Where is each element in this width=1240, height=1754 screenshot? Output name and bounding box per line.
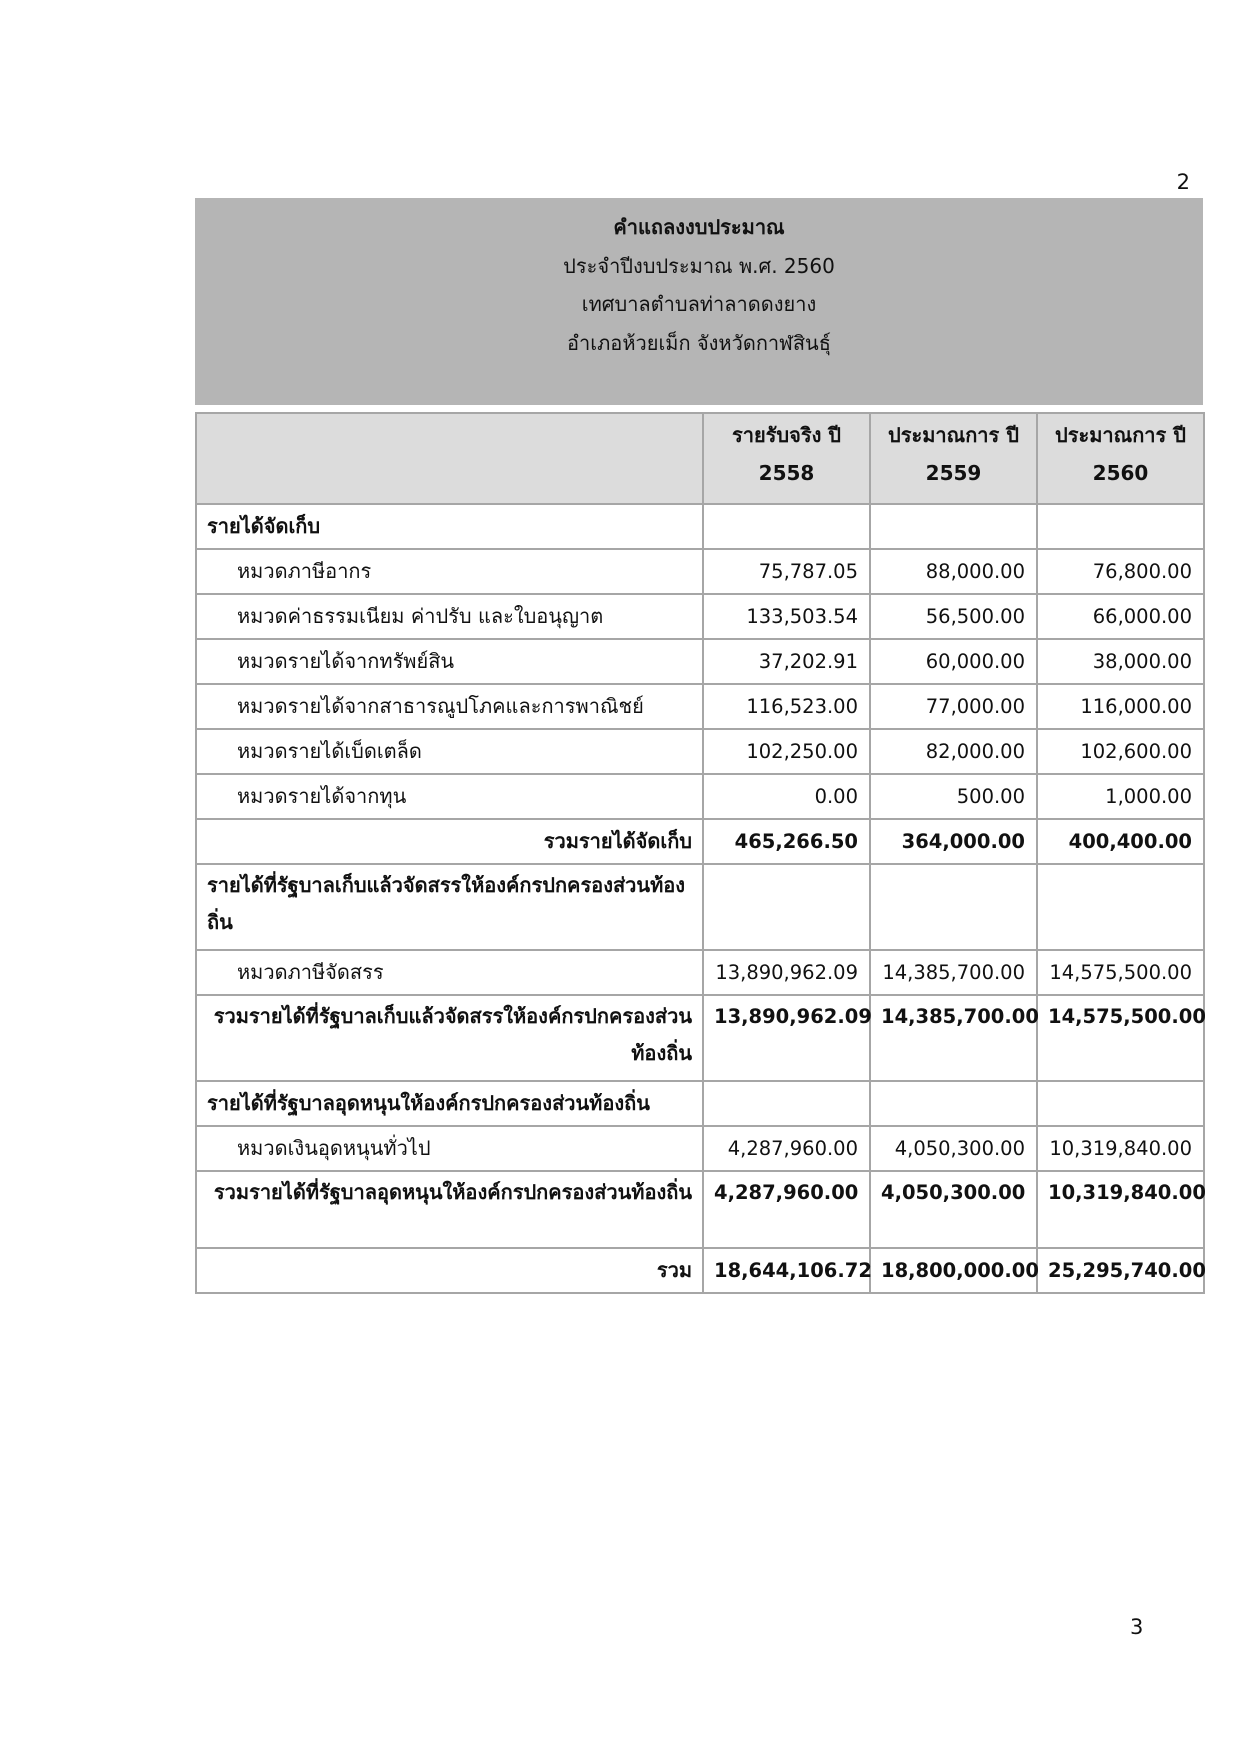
empty-cell	[1037, 864, 1204, 950]
value-cell: 133,503.54	[703, 594, 870, 639]
budget-table	[195, 412, 1205, 1294]
document-title: คำแถลงงบประมาณ	[613, 215, 785, 239]
item-label: หมวดรายได้จากทุน	[196, 774, 703, 819]
header-col-year: 2558	[758, 461, 815, 485]
empty-cell	[703, 504, 870, 549]
header-col-year: 2560	[1092, 461, 1149, 485]
value-cell: 500.00	[870, 774, 1037, 819]
value-cell: 75,787.05	[703, 549, 870, 594]
empty-cell	[870, 1081, 1037, 1126]
value-cell: 4,287,960.00	[703, 1126, 870, 1171]
table-row	[196, 729, 1204, 774]
value-cell: 37,202.91	[703, 639, 870, 684]
subtotal-label: รวมรายได้ที่รัฐบาลเก็บแล้วจัดสรรให้องค์กรปกครองส่วนท้องถิ่น	[196, 995, 703, 1081]
item-label: หมวดรายได้จากสาธารณูปโภคและการพาณิชย์	[196, 684, 703, 729]
subtotal-row	[196, 995, 1204, 1081]
grand-total-row	[196, 1248, 1204, 1293]
value-cell: 66,000.00	[1037, 594, 1204, 639]
item-label: หมวดเงินอุดหนุนทั่วไป	[196, 1126, 703, 1171]
subtotal-value: 4,050,300.00	[870, 1171, 1037, 1248]
header-col-2560	[1037, 413, 1204, 504]
subtotal-value: 10,319,840.00	[1037, 1171, 1204, 1248]
header-col-year: 2559	[925, 461, 982, 485]
header-blank	[196, 413, 703, 504]
value-cell: 77,000.00	[870, 684, 1037, 729]
empty-cell	[1037, 1081, 1204, 1126]
table-row	[196, 684, 1204, 729]
budget-header	[195, 198, 1203, 405]
header-col-label: ประมาณการ ปี	[888, 423, 1019, 447]
organization-location: อำเภอห้วยเม็ก จังหวัดกาฬสินธุ์	[567, 331, 831, 355]
subtotal-row	[196, 819, 1204, 864]
subtotal-value: 14,385,700.00	[870, 995, 1037, 1081]
empty-cell	[870, 864, 1037, 950]
subtotal-value: 14,575,500.00	[1037, 995, 1204, 1081]
page-number-bottom: 3	[1130, 1615, 1144, 1639]
organization-name: เทศบาลตำบลท่าลาดดงยาง	[581, 292, 817, 316]
item-label: หมวดรายได้จากทรัพย์สิน	[196, 639, 703, 684]
value-cell: 82,000.00	[870, 729, 1037, 774]
item-label: หมวดค่าธรรมเนียม ค่าปรับ และใบอนุญาต	[196, 594, 703, 639]
value-cell: 14,575,500.00	[1037, 950, 1204, 995]
header-col-2558	[703, 413, 870, 504]
empty-cell	[703, 864, 870, 950]
item-label: หมวดรายได้เบ็ดเตล็ด	[196, 729, 703, 774]
subtotal-value: 13,890,962.09	[703, 995, 870, 1081]
subtotal-label: รวมรายได้จัดเก็บ	[196, 819, 703, 864]
grand-total-value: 18,800,000.00	[870, 1248, 1037, 1293]
empty-cell	[870, 504, 1037, 549]
subtotal-row	[196, 1171, 1204, 1248]
table-row	[196, 549, 1204, 594]
value-cell: 116,000.00	[1037, 684, 1204, 729]
value-cell: 38,000.00	[1037, 639, 1204, 684]
page-number-top: 2	[1176, 170, 1190, 194]
value-cell: 102,600.00	[1037, 729, 1204, 774]
value-cell: 13,890,962.09	[703, 950, 870, 995]
section-label: รายได้ที่รัฐบาลอุดหนุนให้องค์กรปกครองส่วนท้องถิ่น	[196, 1081, 703, 1126]
table-row	[196, 1126, 1204, 1171]
header-col-label: ประมาณการ ปี	[1055, 423, 1186, 447]
value-cell: 76,800.00	[1037, 549, 1204, 594]
value-cell: 88,000.00	[870, 549, 1037, 594]
value-cell: 1,000.00	[1037, 774, 1204, 819]
fiscal-year: ประจำปีงบประมาณ พ.ศ. 2560	[563, 254, 835, 278]
value-cell: 60,000.00	[870, 639, 1037, 684]
item-label: หมวดภาษีจัดสรร	[196, 950, 703, 995]
subtotal-value: 465,266.50	[703, 819, 870, 864]
value-cell: 10,319,840.00	[1037, 1126, 1204, 1171]
subtotal-value: 400,400.00	[1037, 819, 1204, 864]
empty-cell	[1037, 504, 1204, 549]
table-row	[196, 594, 1204, 639]
header-col-2559	[870, 413, 1037, 504]
value-cell: 56,500.00	[870, 594, 1037, 639]
grand-total-value: 25,295,740.00	[1037, 1248, 1204, 1293]
header-col-label: รายรับจริง ปี	[731, 423, 841, 447]
table-row	[196, 774, 1204, 819]
table-row	[196, 639, 1204, 684]
value-cell: 4,050,300.00	[870, 1126, 1037, 1171]
section-row	[196, 864, 1204, 950]
item-label: หมวดภาษีอากร	[196, 549, 703, 594]
section-row	[196, 504, 1204, 549]
empty-cell	[703, 1081, 870, 1126]
section-label: รายได้จัดเก็บ	[196, 504, 703, 549]
value-cell: 0.00	[703, 774, 870, 819]
value-cell: 116,523.00	[703, 684, 870, 729]
value-cell: 102,250.00	[703, 729, 870, 774]
section-label: รายได้ที่รัฐบาลเก็บแล้วจัดสรรให้องค์กรปกครองส่วนท้องถิ่น	[196, 864, 703, 950]
table-header-row	[196, 413, 1204, 504]
table-row	[196, 950, 1204, 995]
grand-total-label: รวม	[196, 1248, 703, 1293]
section-row	[196, 1081, 1204, 1126]
subtotal-label: รวมรายได้ที่รัฐบาลอุดหนุนให้องค์กรปกครองส่วนท้องถิ่น	[196, 1171, 703, 1248]
grand-total-value: 18,644,106.72	[703, 1248, 870, 1293]
value-cell: 14,385,700.00	[870, 950, 1037, 995]
subtotal-value: 4,287,960.00	[703, 1171, 870, 1248]
subtotal-value: 364,000.00	[870, 819, 1037, 864]
